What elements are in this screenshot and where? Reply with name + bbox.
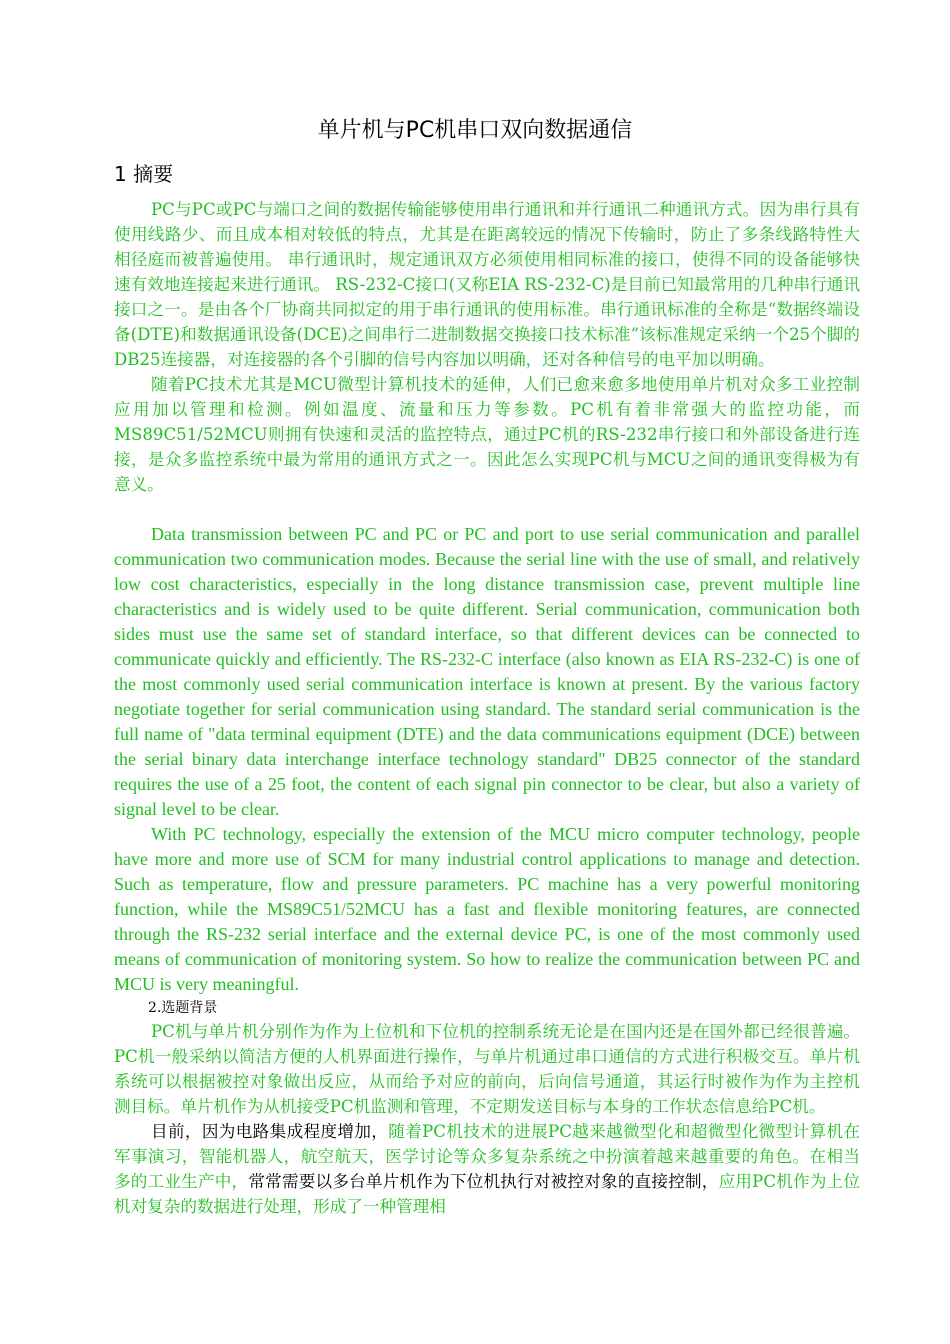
abstract-cn-block <box>114 197 860 497</box>
page-title: 单片机与PC机串口双向数据通信 <box>317 118 633 143</box>
background-paragraph-1: PC机与单片机分别作为作为上位机和下位机的控制系统无论是在国内还是在国外都已经很普遍。PC机一般采纳以简洁方便的人机界面进行操作，与单片机通过串口通信的方式进行积极交互。单片机系统可以根据被控对象做出反应，从而给予对应的前向，后向信号通道，其运行时被作为作为主控机测目标。单片机作为从机接受PC机监测和管理，不定期发送目标与本身的工作状态信息给PC机。 <box>114 1022 860 1116</box>
background-paragraph-2-part-2: 随着PC机技术的进展PC越来越微型化和超微型化微型计算机在军事演习，智能机器人，航空航天，医学讨论等众多复杂系统之中扮演着越来越重要的角色。在相当多的工业生产中， <box>114 1122 860 1191</box>
background-block <box>114 1019 860 1219</box>
background-paragraph-2-part-1: 目前，因为电路集成程度增加， <box>151 1122 389 1141</box>
abstract-en-block <box>114 522 860 997</box>
background-paragraph-2-part-4: 应用PC机作为上位机对复杂的数据进行处理，形成了一种管理相 <box>114 1172 861 1216</box>
abstract-en-paragraph-2: With PC technology, especially the extension of the MCU micro computer technology, people have more and more use of SCM for many industrial control applications to manage and detection. Such as temperature, flow and pressure parameters. PC machine has a very powerful monitoring function, while the MS89C51/52MCU has a fast and flexible monitoring features, are connected through the RS-232 serial interface and the external device PC, is one of the most commonly used means of communication of monitoring system. So how to realize the communication between PC and MCU is very meaningful. <box>114 824 860 994</box>
background-paragraph-2 <box>114 1119 860 1219</box>
abstract-cn-paragraph-1: PC与PC或PC与端口之间的数据传输能够使用串行通讯和并行通讯二种通讯方式。因为串行具有使用线路少、而且成本相对较低的特点，尤其是在距离较远的情况下传输时，防止了多条线路特性大相径庭而被普遍使用。 串行通讯时，规定通讯双方必须使用相同标准的接口，使得不同的设备能够快速有效地连接起来进行通讯。 RS-232-C接口(又称EIA RS-232-C)是目前已知最常用的几种串行通讯接口之一。是由各个厂协商共同拟定的用于串行通讯的使用标准。串行通讯标准的全称是“数据终端设备(DTE)和数据通讯设备(DCE)之间串行二进制数据交换接口技术标准”该标准规定采纳一个25个脚的DB25连接器，对连接器的各个引脚的信号内容加以明确，还对各种信号的电平加以明确。 <box>114 200 860 369</box>
abstract-cn-paragraph-2: 随着PC技术尤其是MCU微型计算机技术的延伸，人们已愈来愈多地使用单片机对众多工业控制应用加以管理和检测。例如温度、流量和压力等参数。PC机有着非常强大的监控功能，而MS89C51/52MCU则拥有快速和灵活的监控特点，通过PC机的RS-232串行接口和外部设备进行连接，是众多监控系统中最为常用的通讯方式之一。因此怎么实现PC机与MCU之间的通讯变得极为有意义。 <box>114 375 860 494</box>
section-heading-background: 2.选题背景 <box>148 1000 218 1016</box>
section-heading-abstract: 1 摘要 <box>114 162 174 186</box>
abstract-en-paragraph-1: Data transmission between PC and PC or PC and port to use serial communication and parallel communication two communication modes. Because the serial line with the use of small, and relatively low cost characteristics, especially in the long distance transmission case, prevent multiple line characteristics and is widely used to be quite different. Serial communication, communication both sides must use the same set of standard interface, so that different devices can be connected to communicate quickly and efficiently. The RS-232-C interface (also known as EIA RS-232-C) is one of the most commonly used serial communication interface is known at present. By the various factory negotiate together for serial communication using standard. The standard serial communication is the full name of "data terminal equipment (DTE) and the data communications equipment (DCE) between the serial binary data interchange interface technology standard" DB25 connector of the standard requires the use of a 25 foot, the content of each signal pin connector to be clear, but also a variety of signal level to be clear. <box>114 524 860 819</box>
background-paragraph-2-part-3: 常常需要以多台单片机作为下位机执行对被控对象的直接控制， <box>248 1172 719 1191</box>
